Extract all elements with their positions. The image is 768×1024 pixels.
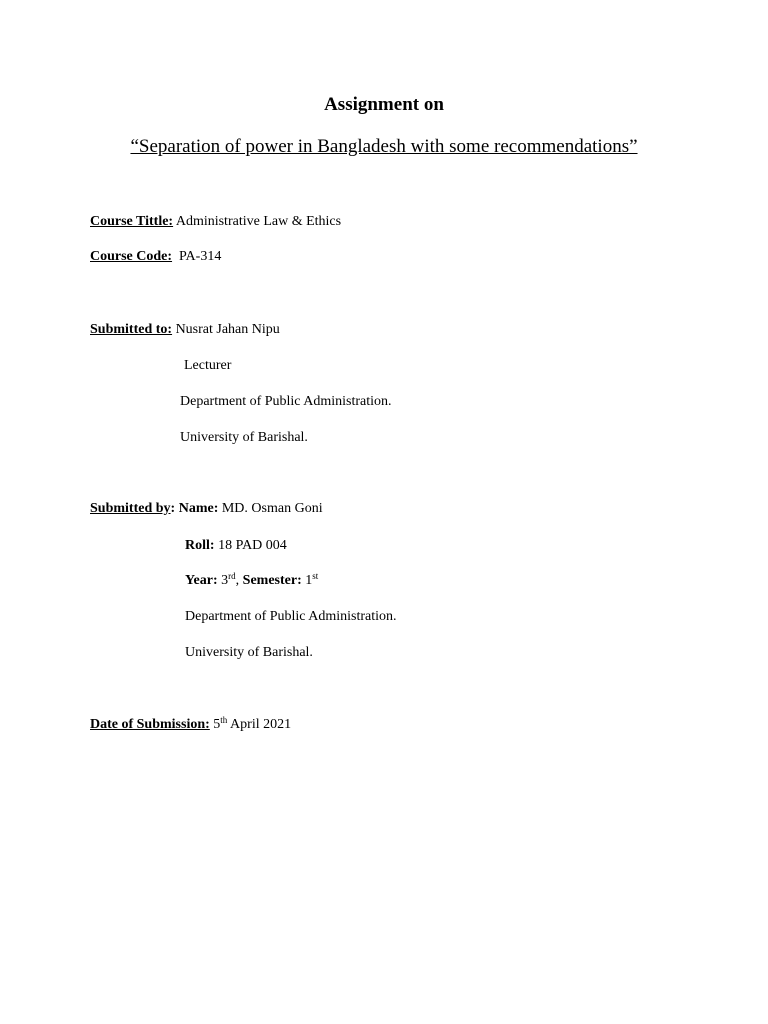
year-semester-separator: , xyxy=(235,573,243,588)
assignment-subtitle-text: “Separation of power in Bangladesh with some recommendations” xyxy=(130,136,638,157)
submitted-to-label: Submitted to: xyxy=(90,322,173,337)
roll-line xyxy=(185,537,287,555)
semester-label: Semester: xyxy=(242,573,302,588)
submission-date-line xyxy=(90,716,291,734)
course-title-value: Administrative Law & Ethics xyxy=(175,214,342,229)
semester-suffix: st xyxy=(312,571,319,581)
submitted-by-department: Department of Public Administration. xyxy=(185,609,397,624)
course-title-line xyxy=(90,213,341,231)
submitted-to-designation: Lecturer xyxy=(184,358,232,373)
submission-date-rest: April 2021 xyxy=(230,717,292,732)
course-code-label: Course Code: xyxy=(90,249,173,264)
submitted-by-colon: : xyxy=(170,501,176,516)
year-suffix: rd xyxy=(228,571,236,581)
submitted-to-department: Department of Public Administration. xyxy=(180,394,392,409)
submission-day: 5 xyxy=(213,717,221,732)
assignment-title: Assignment on xyxy=(324,94,444,115)
name-value: MD. Osman Goni xyxy=(221,501,323,516)
submitted-to-line xyxy=(90,321,280,339)
submitted-by-label: Submitted by xyxy=(90,501,171,516)
name-label: Name: xyxy=(178,501,219,516)
semester-value: 1 xyxy=(305,573,313,588)
roll-label: Roll: xyxy=(185,538,215,553)
course-code-value: PA-314 xyxy=(179,249,222,264)
year-label: Year: xyxy=(185,573,218,588)
course-title-label: Course Tittle: xyxy=(90,214,174,229)
submitted-by-line xyxy=(90,500,323,518)
submission-day-suffix: th xyxy=(220,715,228,725)
submitted-to-university: University of Barishal. xyxy=(180,430,308,445)
roll-value: 18 PAD 004 xyxy=(218,538,287,553)
submitted-to-name: Nusrat Jahan Nipu xyxy=(175,322,280,337)
year-value: 3 xyxy=(221,573,229,588)
course-code-line xyxy=(90,248,221,266)
assignment-subtitle xyxy=(0,135,768,159)
submitted-by-university: University of Barishal. xyxy=(185,645,313,660)
year-semester-line xyxy=(185,572,318,590)
submission-date-label: Date of Submission: xyxy=(90,717,210,732)
